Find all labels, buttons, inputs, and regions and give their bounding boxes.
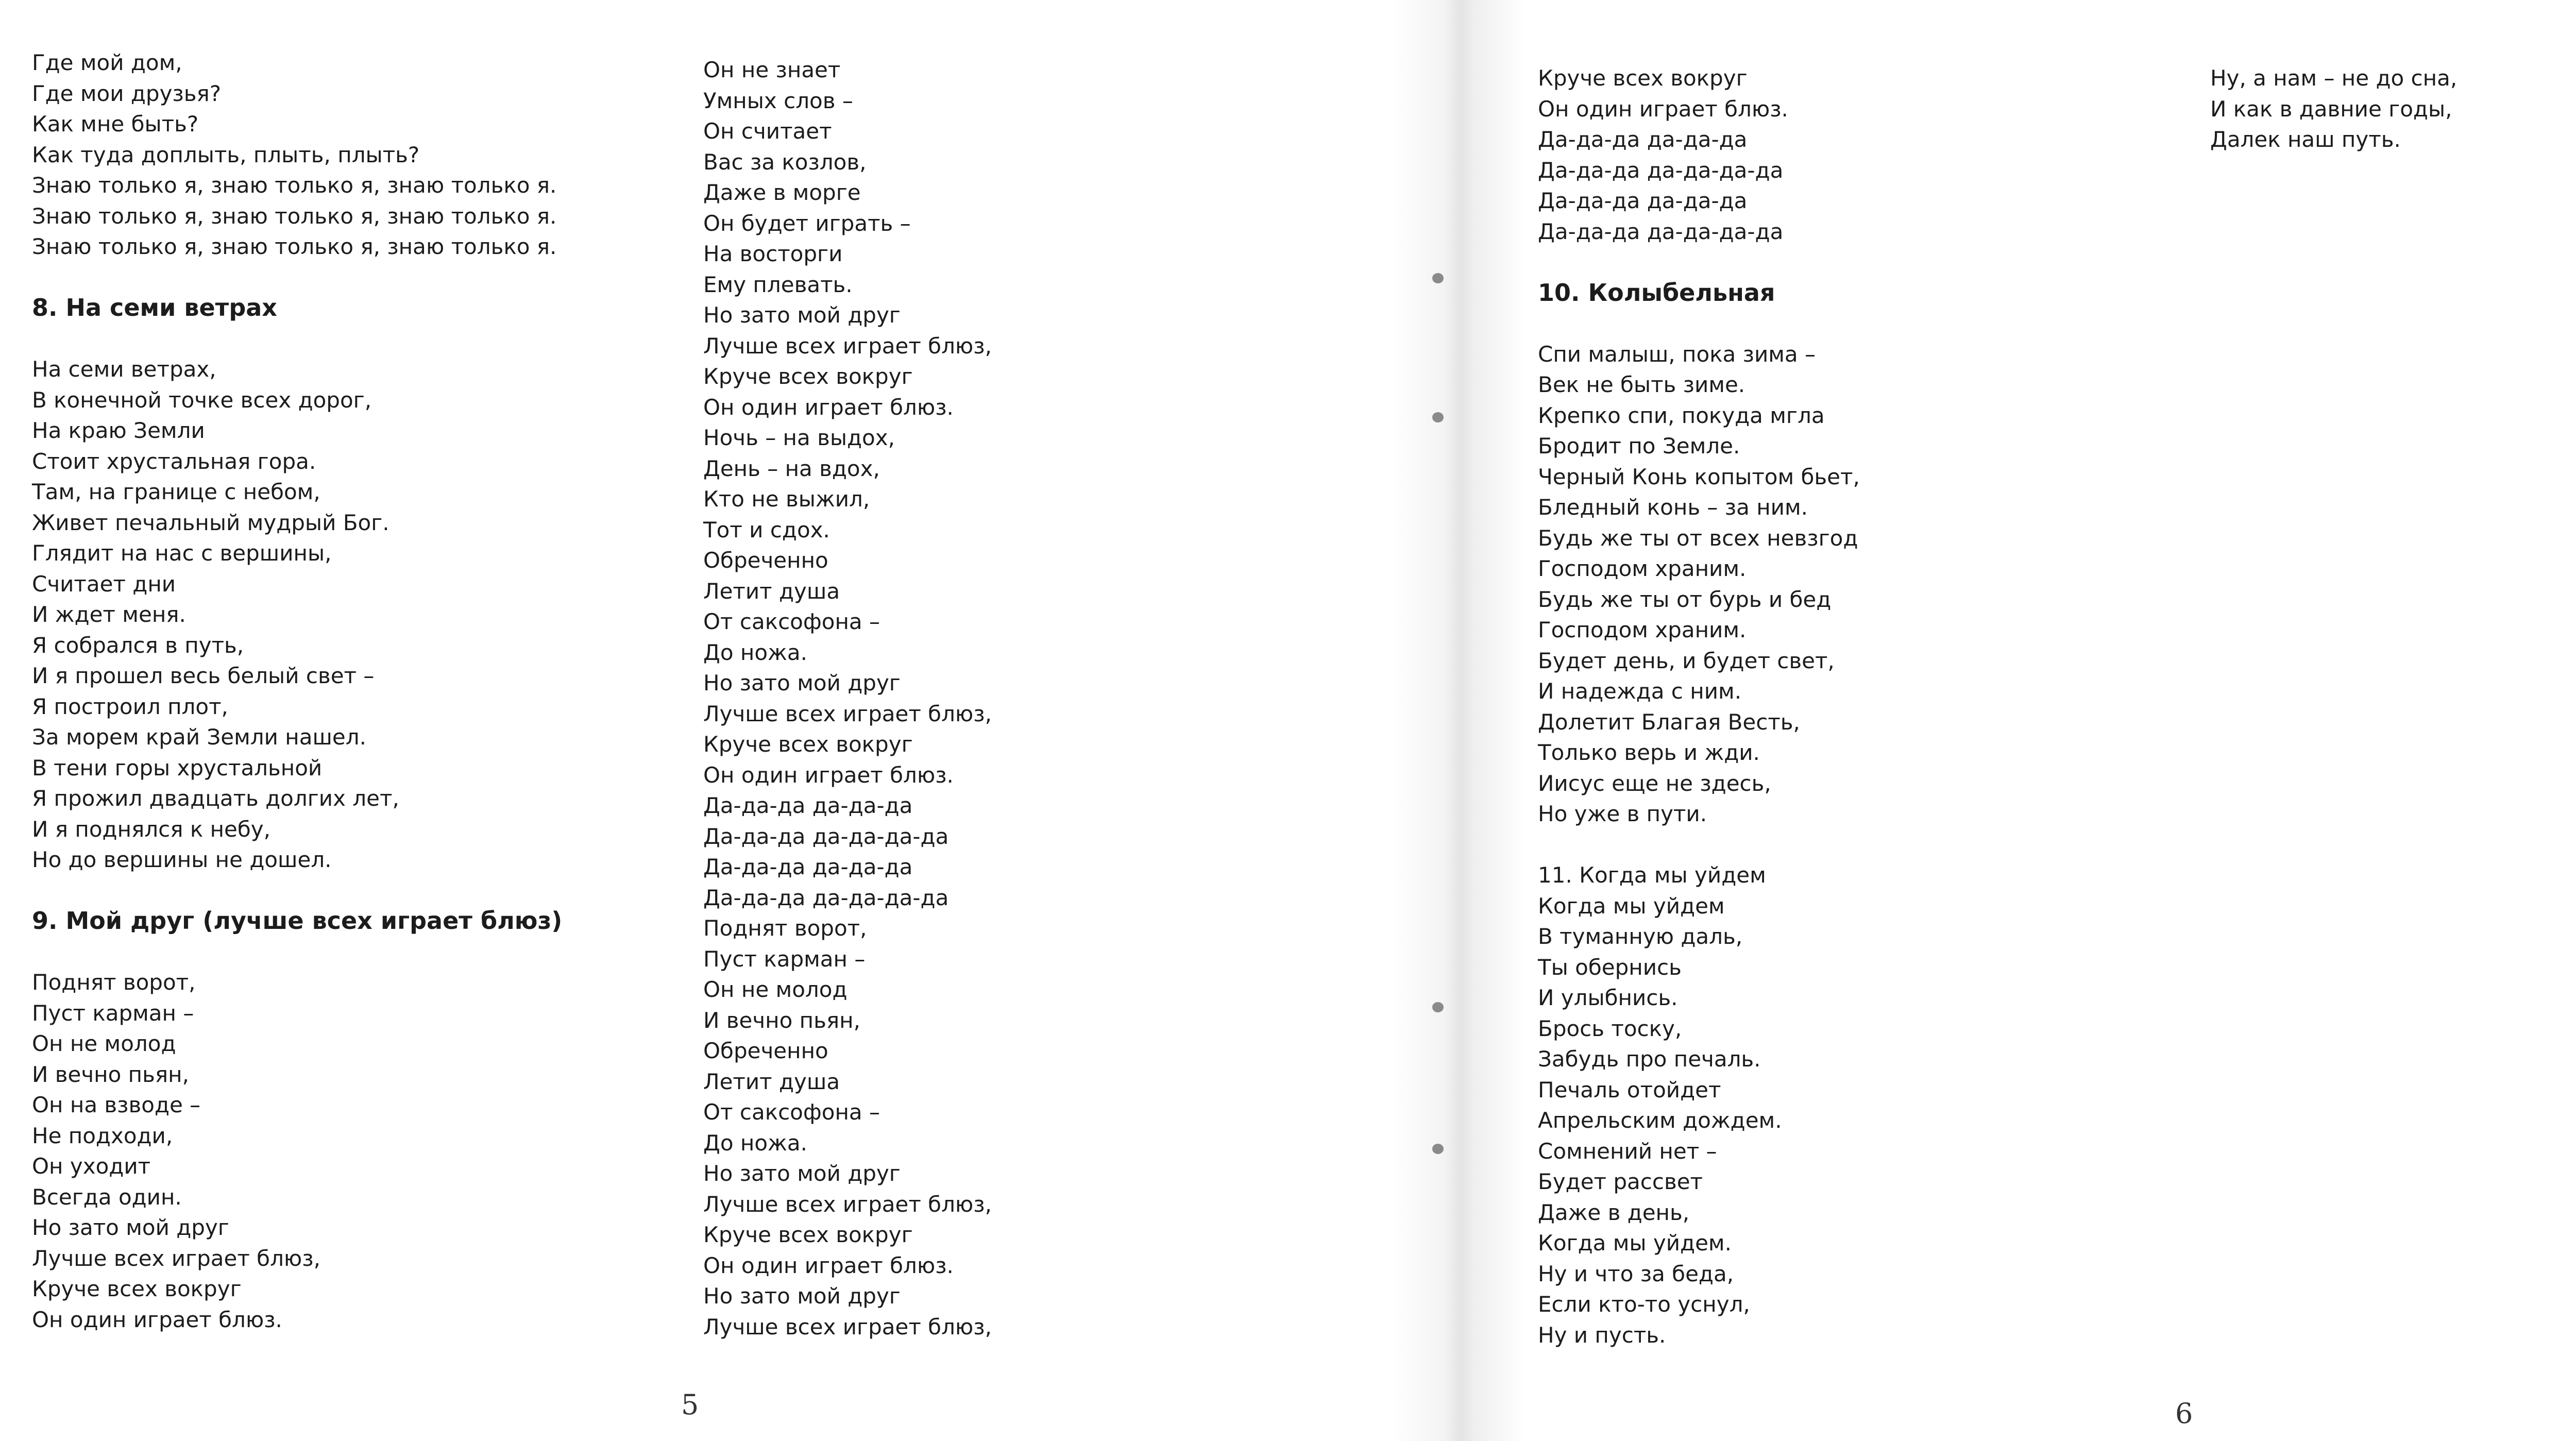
lyric-line: Ну, а нам – не до сна, xyxy=(2210,65,2458,91)
lyric-line: Спи малыш, пока зима – xyxy=(1538,341,1816,367)
lyric-line: Черный Конь копытом бьет, xyxy=(1538,464,1860,489)
lyric-line: Поднят ворот, xyxy=(32,970,196,995)
lyric-line: Печаль отойдет xyxy=(1538,1077,1721,1103)
lyric-line: Он уходит xyxy=(32,1154,151,1179)
lyric-line: Будь же ты от всех невзгод xyxy=(1538,525,1858,551)
lyric-line: Обреченно xyxy=(703,1038,828,1063)
lyric-line: Летит душа xyxy=(703,1069,840,1094)
lyric-line: Лучше всех играет блюз, xyxy=(32,1245,320,1271)
lyric-line: Но зато мой друг xyxy=(703,1161,901,1186)
left-page-column-1 xyxy=(32,47,562,1335)
lyric-line: Круче всех вокруг xyxy=(1538,65,1748,91)
lyric-line: Но зато мой друг xyxy=(32,1215,229,1240)
lyric-line: Крепко спи, покуда мгла xyxy=(1538,402,1825,428)
lyric-line: Лучше всех играет блюз, xyxy=(703,1314,992,1340)
right-page-column-2 xyxy=(2210,63,2457,155)
lyric-line: На краю Земли xyxy=(32,418,205,443)
lyric-line: Да-да-да да-да-да-да xyxy=(1538,157,1784,183)
lyric-line: Если кто-то уснул, xyxy=(1538,1292,1750,1317)
lyric-line: Забудь про печаль. xyxy=(1538,1046,1761,1072)
lyric-line: В тени горы хрустальной xyxy=(32,755,323,781)
lyric-line: Бледный конь – за ним. xyxy=(1538,495,1808,520)
lyric-line: Господом храним. xyxy=(1538,617,1747,642)
staple-mark xyxy=(1432,273,1444,283)
lyric-line: Умных слов – xyxy=(703,88,853,113)
lyric-line: Да-да-да да-да-да xyxy=(703,793,913,818)
lyric-line: Господом храним. xyxy=(1538,556,1747,581)
stanza-gap xyxy=(1538,829,1860,860)
lyric-line: Век не быть зиме. xyxy=(1538,372,1745,397)
lyric-line: Он один играет блюз. xyxy=(703,762,954,788)
song-title: 8. На семи ветрах xyxy=(32,294,277,321)
lyric-line: Поднят ворот, xyxy=(703,916,867,941)
lyric-line: Как мне быть? xyxy=(32,111,199,137)
lyric-line: Летит душа xyxy=(703,578,840,604)
lyric-line: Он не молод xyxy=(32,1031,176,1056)
lyric-line: Будет рассвет xyxy=(1538,1169,1703,1194)
lyric-line: Глядит на нас с вершины, xyxy=(32,540,332,566)
lyric-line: Он будет играть – xyxy=(703,210,911,236)
left-page-column-2 xyxy=(703,55,992,1342)
lyric-line: Далек наш путь. xyxy=(2210,127,2401,152)
lyric-line: Будет день, и будет свет, xyxy=(1538,648,1835,673)
lyric-line: Он один играет блюз. xyxy=(703,1252,954,1278)
lyric-line: Пуст карман – xyxy=(32,1000,194,1026)
lyric-line: Но зато мой друг xyxy=(703,302,901,328)
stanza-gap xyxy=(32,324,562,354)
lyric-line: Он не знает xyxy=(703,57,841,82)
lyric-line: Круче всех вокруг xyxy=(703,364,913,389)
lyric-line: От саксофона – xyxy=(703,1099,880,1125)
lyric-line: Сомнений нет – xyxy=(1538,1138,1717,1164)
lyric-line: И ждет меня. xyxy=(32,602,186,627)
lyric-line: Не подходи, xyxy=(32,1123,173,1148)
lyric-line: Где мои друзья? xyxy=(32,80,222,106)
lyric-line: Я собрался в путь, xyxy=(32,632,244,658)
lyric-line: Брось тоску, xyxy=(1538,1015,1682,1041)
lyric-line: Он один играет блюз. xyxy=(703,394,954,420)
lyric-line: Да-да-да да-да-да xyxy=(1538,188,1748,213)
lyric-line: Лучше всех играет блюз, xyxy=(703,701,992,726)
song-title: 9. Мой друг (лучше всех играет блюз) xyxy=(32,907,563,935)
lyric-line: Круче всех вокруг xyxy=(703,732,913,757)
lyric-line: Да-да-да да-да-да-да xyxy=(703,823,949,849)
lyric-line: И улыбнись. xyxy=(1538,985,1678,1010)
lyric-line: Где мой дом, xyxy=(32,50,182,75)
lyric-line: До ножа. xyxy=(703,639,807,665)
staple-mark xyxy=(1432,1002,1444,1012)
lyric-line: Да-да-да да-да-да xyxy=(703,854,913,879)
song-title: 10. Колыбельная xyxy=(1538,278,1775,307)
lyric-line: Иисус еще не здесь, xyxy=(1538,770,1771,796)
lyric-line: И вечно пьян, xyxy=(703,1007,860,1033)
lyric-line: И надежда с ним. xyxy=(1538,679,1742,704)
lyric-line: Живет печальный мудрый Бог. xyxy=(32,510,389,535)
lyric-line: И я поднялся к небу, xyxy=(32,816,270,842)
lyric-line: Там, на границе с небом, xyxy=(32,479,320,504)
lyric-line: В туманную даль, xyxy=(1538,924,1743,949)
lyric-line: Ему плевать. xyxy=(703,272,853,297)
lyric-line: Я построил плот, xyxy=(32,693,228,719)
lyric-line: Знаю только я, знаю только я, знаю только я. xyxy=(32,203,557,229)
lyric-line: Знаю только я, знаю только я, знаю только я. xyxy=(32,173,557,198)
lyric-line: На семи ветрах, xyxy=(32,357,216,382)
lyric-line: День – на вдох, xyxy=(703,455,880,481)
lyric-line: Ну и что за беда, xyxy=(1538,1261,1734,1286)
lyric-line: Долетит Благая Весть, xyxy=(1538,709,1800,735)
lyric-line: Да-да-да да-да-да-да xyxy=(703,885,949,910)
staple-mark xyxy=(1432,1144,1444,1154)
lyric-line: И как в давние годы, xyxy=(2210,96,2452,122)
lyric-line: Как туда доплыть, плыть, плыть? xyxy=(32,142,420,167)
lyric-line: Лучше всех играет блюз, xyxy=(703,333,992,359)
lyric-line: Но уже в пути. xyxy=(1538,801,1707,826)
stanza-gap xyxy=(1538,247,1860,278)
lyric-line: Когда мы уйдем xyxy=(1538,893,1725,919)
lyric-line: Ну и пусть. xyxy=(1538,1322,1666,1348)
lyric-line: Ночь – на выдох, xyxy=(703,425,895,450)
lyric-line: Я прожил двадцать долгих лет, xyxy=(32,786,399,811)
lyric-line: Пуст карман – xyxy=(703,946,866,972)
lyric-line: Обреченно xyxy=(703,548,828,573)
lyric-line: Но зато мой друг xyxy=(703,1283,901,1309)
lyric-line: Лучше всех играет блюз, xyxy=(703,1191,992,1217)
lyric-line: Да-да-да да-да-да xyxy=(1538,127,1748,152)
lyric-line: Знаю только я, знаю только я, знаю только я. xyxy=(32,234,557,259)
lyric-line: Даже в морге xyxy=(703,180,861,205)
lyric-line: Даже в день, xyxy=(1538,1199,1690,1225)
lyric-line: Он один играет блюз. xyxy=(1538,96,1788,122)
lyric-line: Он считает xyxy=(703,118,832,144)
lyric-line: И вечно пьян, xyxy=(32,1061,189,1087)
staple-mark xyxy=(1432,412,1444,422)
lyric-line: Он не молод xyxy=(703,977,848,1002)
lyric-line: Но зато мой друг xyxy=(703,670,901,696)
lyric-line: И я прошел весь белый свет – xyxy=(32,663,375,688)
page-number-right: 6 xyxy=(2175,1397,2193,1430)
book-spine-fold xyxy=(1391,0,1525,1441)
lyric-line: 11. Когда мы уйдем xyxy=(1538,862,1766,888)
lyric-line: Вас за козлов, xyxy=(703,149,867,175)
lyric-line: Кто не выжил, xyxy=(703,486,870,512)
lyric-line: За морем край Земли нашел. xyxy=(32,724,366,750)
lyric-line: Всегда один. xyxy=(32,1184,182,1210)
lyric-line: Стоит хрустальная гора. xyxy=(32,448,316,474)
lyric-line: До ножа. xyxy=(703,1130,807,1156)
lyric-line: Бродит по Земле. xyxy=(1538,433,1740,459)
lyric-line: Тот и сдох. xyxy=(703,517,830,543)
right-page-column-1 xyxy=(1538,63,1860,1350)
lyric-line: Круче всех вокруг xyxy=(32,1276,242,1301)
stanza-gap xyxy=(32,937,562,968)
lyric-line: В конечной точке всех дорог, xyxy=(32,387,372,413)
lyric-line: Он один играет блюз. xyxy=(32,1307,282,1332)
lyric-line: Но до вершины не дошел. xyxy=(32,847,332,872)
lyric-line: Будь же ты от бурь и бед xyxy=(1538,586,1832,612)
lyric-line: Ты обернись xyxy=(1538,954,1682,980)
lyric-line: На восторги xyxy=(703,241,843,266)
lyric-line: Да-да-да да-да-да-да xyxy=(1538,218,1784,244)
lyric-line: Апрельским дождем. xyxy=(1538,1108,1782,1133)
stanza-gap xyxy=(32,262,562,293)
lyric-line: Круче всех вокруг xyxy=(703,1222,913,1247)
stanza-gap xyxy=(32,875,562,906)
lyric-line: От саксофона – xyxy=(703,609,880,634)
lyric-line: Когда мы уйдем. xyxy=(1538,1230,1732,1256)
lyric-line: Считает дни xyxy=(32,571,176,597)
lyric-line: Только верь и жди. xyxy=(1538,740,1760,765)
page-number-left: 5 xyxy=(681,1388,699,1421)
lyric-line: Он на взводе – xyxy=(32,1092,201,1117)
stanza-gap xyxy=(1538,308,1860,339)
